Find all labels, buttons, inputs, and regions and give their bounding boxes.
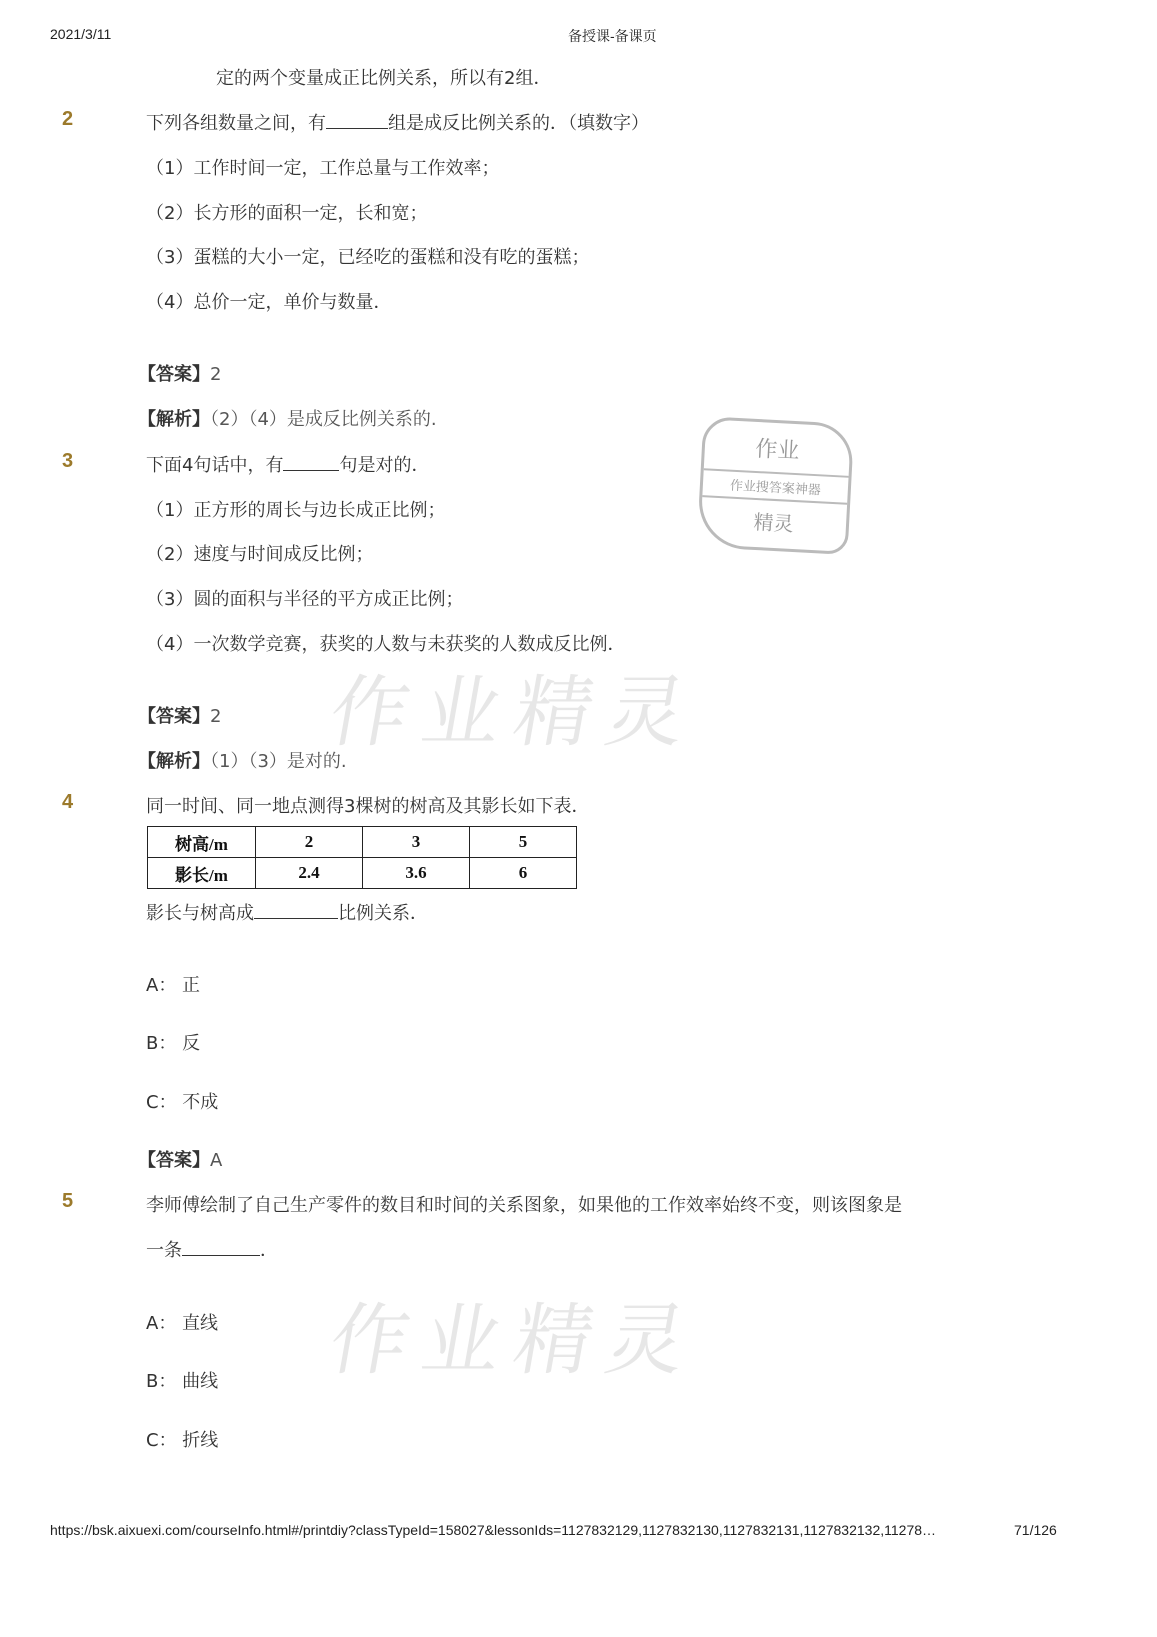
table-row — [148, 858, 577, 889]
answer-blank — [283, 452, 339, 471]
data-table — [147, 826, 577, 889]
question-4-after: 比例关系． — [338, 903, 428, 924]
question-4-stem: 同一时间、同一地点测得3棵树的树高及其影长如下表． — [146, 796, 590, 817]
continuation-text: 定的两个变量成正比例关系，所以有2组． — [216, 68, 552, 89]
table-cell: 5 — [470, 827, 577, 858]
q3-item-4: （4）一次数学竞赛，获奖的人数与未获奖的人数成反比例． — [146, 634, 626, 655]
question-number-2: 2 — [62, 108, 74, 130]
q5-option-c[interactable]: C： 折线 — [146, 1430, 219, 1451]
stamp-line-3: 精灵 — [752, 509, 795, 536]
q2-item-2: （2）长方形的面积一定，长和宽； — [146, 203, 428, 224]
q3-analysis — [138, 747, 347, 773]
q4-option-b[interactable]: B： 反 — [146, 1033, 201, 1054]
q2-analysis-text: （2）（4）是成反比例关系的. — [210, 409, 437, 430]
page-number: 71/126 — [1014, 1522, 1057, 1538]
answer-blank — [254, 900, 338, 919]
answer-label: 【答案】 — [138, 706, 210, 727]
q3-item-3: （3）圆的面积与半径的平方成正比例； — [146, 589, 464, 610]
q4-option-c[interactable]: C： 不成 — [146, 1092, 219, 1113]
q3-answer — [138, 702, 221, 728]
q4-option-a[interactable]: A： 正 — [146, 975, 201, 996]
question-3-stem-after: 句是对的． — [339, 455, 430, 476]
question-5-stem: 李师傅绘制了自己生产零件的数目和时间的关系图象，如果他的工作效率始终不变，则该图象是 — [146, 1195, 902, 1216]
answer-label: 【答案】 — [138, 1150, 210, 1171]
table-row — [148, 827, 577, 858]
answer-label: 【答案】 — [138, 364, 210, 385]
q3-analysis-text: （1）（3）是对的. — [210, 751, 347, 772]
question-4-prompt — [146, 899, 428, 925]
q2-item-1: （1）工作时间一定，工作总量与工作效率； — [146, 158, 500, 179]
question-2-stem-after: 组是成反比例关系的．（填数字） — [388, 113, 649, 134]
q2-answer — [138, 360, 221, 386]
watermark-stamp — [697, 416, 855, 555]
answer-blank — [326, 110, 388, 129]
table-cell: 2.4 — [256, 858, 363, 889]
question-3-stem — [146, 451, 429, 477]
watermark-text: 作业精灵 — [322, 668, 707, 758]
question-number-5: 5 — [62, 1190, 74, 1212]
answer-blank — [182, 1237, 260, 1256]
question-number-4: 4 — [62, 791, 74, 813]
stamp-line-2: 作业搜答案神器 — [702, 468, 848, 505]
q2-item-4: （4）总价一定，单价与数量． — [146, 292, 392, 313]
question-2-stem-before: 下列各组数量之间，有 — [146, 113, 326, 134]
page-title: 备授课-备课页 — [568, 28, 657, 44]
table-cell: 3 — [363, 827, 470, 858]
question-5-after: ． — [260, 1240, 278, 1261]
q3-answer-value: 2 — [210, 706, 222, 727]
q5-option-b[interactable]: B： 曲线 — [146, 1371, 219, 1392]
table-cell: 影长/m — [148, 858, 256, 889]
q4-answer-value: A — [210, 1150, 223, 1171]
question-5-before: 一条 — [146, 1240, 182, 1261]
question-2-stem — [146, 109, 649, 135]
table-cell: 6 — [470, 858, 577, 889]
table-cell: 3.6 — [363, 858, 470, 889]
q2-answer-value: 2 — [210, 364, 222, 385]
q3-item-2: （2）速度与时间成反比例； — [146, 544, 374, 565]
q3-item-1: （1）正方形的周长与边长成正比例； — [146, 500, 446, 521]
page-url: https://bsk.aixuexi.com/courseInfo.html#/printdiy?classTypeId=158027&lessonIds=1127832129,1127832130,1127832131,1127832132,11278… — [50, 1522, 937, 1538]
question-number-3: 3 — [62, 450, 74, 472]
question-3-stem-before: 下面4句话中，有 — [146, 455, 284, 476]
analysis-label: 【解析】 — [138, 409, 210, 430]
print-date: 2021/3/11 — [50, 26, 112, 42]
q5-option-a[interactable]: A： 直线 — [146, 1313, 219, 1334]
stamp-line-1: 作业 — [754, 436, 800, 465]
table-cell: 树高/m — [148, 827, 256, 858]
analysis-label: 【解析】 — [138, 751, 210, 772]
question-5-stem-line-2 — [146, 1236, 278, 1262]
table-cell: 2 — [256, 827, 363, 858]
watermark-text: 作业精灵 — [322, 1296, 707, 1386]
q2-item-3: （3）蛋糕的大小一定，已经吃的蛋糕和没有吃的蛋糕； — [146, 247, 590, 268]
q4-answer — [138, 1146, 222, 1172]
q2-analysis — [138, 405, 437, 431]
question-4-before: 影长与树高成 — [146, 903, 254, 924]
